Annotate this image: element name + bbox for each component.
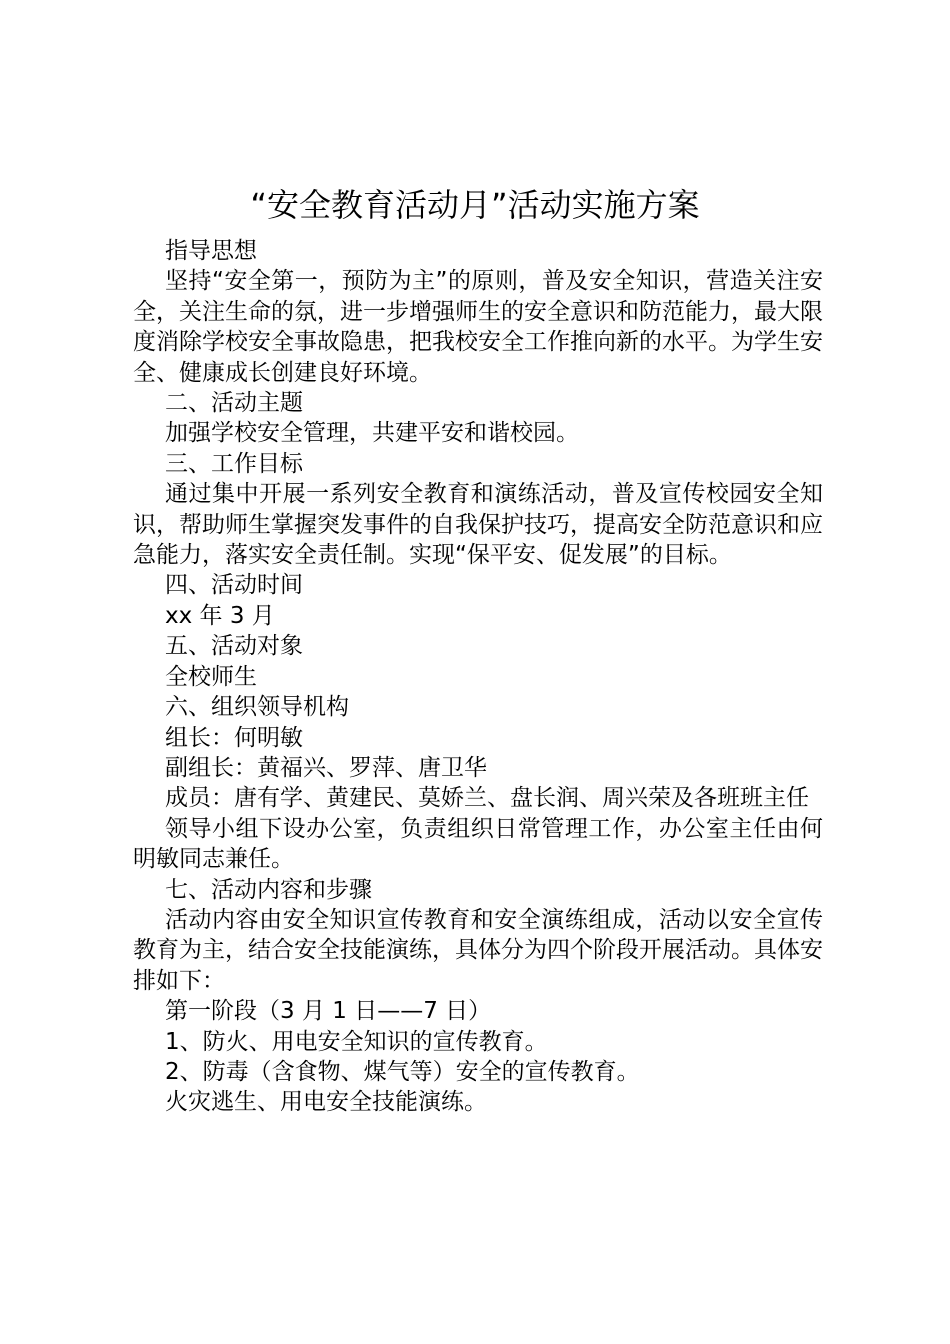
paragraph-team-leader: 组长：何明敏 xyxy=(165,724,303,751)
document-title: “安全教育活动月”活动实施方案 xyxy=(250,186,700,224)
list-item-drills: 火灾逃生、用电安全技能演练。 xyxy=(165,1089,487,1116)
heading-work-goals: 三、工作目标 xyxy=(165,450,303,477)
paragraph-office: 领导小组下设办公室，负责组织日常管理工作，办公室主任由何明敏同志兼任。 xyxy=(133,815,823,873)
document-body xyxy=(133,236,823,1118)
paragraph-guiding-ideology: 坚持“安全第一，预防为主”的原则，普及安全知识，营造关注安全，关注生命的氛，进一步增强师生的安全意识和防范能力，最大限度消除学校安全事故隐患，把我校安全工作推向新的水平。为学生安全、健康成长创建良好环境。 xyxy=(133,268,823,386)
heading-stage-one: 第一阶段（3 月 1 日——7 日） xyxy=(165,998,492,1025)
heading-activity-theme: 二、活动主题 xyxy=(165,390,303,417)
heading-content-steps: 七、活动内容和步骤 xyxy=(165,876,372,903)
paragraph-work-goals: 通过集中开展一系列安全教育和演练活动，普及宣传校园安全知识，帮助师生掌握突发事件的自我保护技巧，提高安全防范意识和应急能力，落实安全责任制。实现“保平安、促发展”的目标。 xyxy=(133,481,823,569)
list-item-poison-safety: 2、防毒（含食物、煤气等）安全的宣传教育。 xyxy=(165,1058,640,1085)
list-item-fire-electricity: 1、防火、用电安全知识的宣传教育。 xyxy=(165,1028,548,1055)
paragraph-activity-target: 全校师生 xyxy=(165,663,257,690)
heading-guiding-ideology: 指导思想 xyxy=(165,238,257,264)
paragraph-members: 成员：唐有学、黄建民、莫娇兰、盘长润、周兴荣及各班班主任 xyxy=(165,785,809,812)
paragraph-content-steps: 活动内容由安全知识宣传教育和安全演练组成，活动以安全宣传教育为主，结合安全技能演练，具体分为四个阶段开展活动。具体安排如下： xyxy=(133,906,823,994)
paragraph-activity-theme: 加强学校安全管理，共建平安和谐校园。 xyxy=(165,420,579,447)
heading-activity-time: 四、活动时间 xyxy=(165,572,303,599)
heading-activity-target: 五、活动对象 xyxy=(165,633,303,660)
paragraph-activity-time: xx 年 3 月 xyxy=(165,602,275,629)
heading-organization: 六、组织领导机构 xyxy=(165,694,349,721)
paragraph-deputy-leaders: 副组长：黄福兴、罗萍、唐卫华 xyxy=(165,754,487,781)
